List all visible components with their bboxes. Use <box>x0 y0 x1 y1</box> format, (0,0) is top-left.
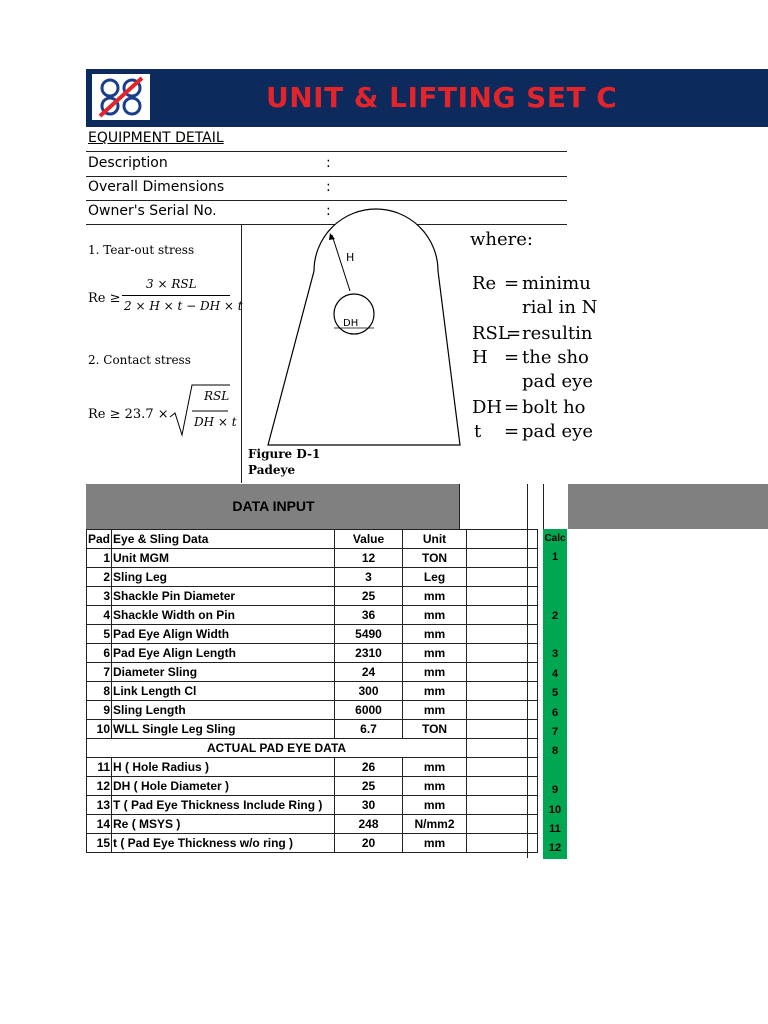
row-desc: H ( Hole Radius ) <box>112 758 335 777</box>
row-desc: WLL Single Leg Sling <box>112 720 335 739</box>
table-row <box>87 549 538 568</box>
equipment-row-description[interactable] <box>86 152 567 177</box>
header-value: Value <box>335 530 403 549</box>
row-value[interactable]: 25 <box>335 777 403 796</box>
contact-title: 2. Contact stress <box>88 353 191 367</box>
row-no: 12 <box>87 777 112 796</box>
equipment-separator: : <box>326 155 331 171</box>
tearout-denominator: 2 × H × t − DH × t <box>124 299 243 313</box>
table-row <box>87 777 538 796</box>
row-value[interactable]: 248 <box>335 815 403 834</box>
def-text: pad eye <box>522 421 593 442</box>
row-desc: Pad Eye Align Width <box>112 625 335 644</box>
row-value[interactable]: 36 <box>335 606 403 625</box>
table-row <box>87 701 538 720</box>
row-no: 11 <box>87 758 112 777</box>
row-desc: Re ( MSYS ) <box>112 815 335 834</box>
table-subheader-row <box>87 739 538 758</box>
calc-step-number <box>543 762 567 781</box>
table-row <box>87 644 538 663</box>
empty-cell <box>467 815 538 834</box>
row-value[interactable]: 6000 <box>335 701 403 720</box>
table-header-row <box>87 530 538 549</box>
empty-cell <box>467 663 538 682</box>
empty-cell <box>467 701 538 720</box>
calc-step-number: 4 <box>543 665 567 684</box>
header-desc: Eye & Sling Data <box>112 530 335 549</box>
row-no: 13 <box>87 796 112 815</box>
equipment-separator: : <box>326 179 331 195</box>
calc-step-number: 1 <box>543 548 567 567</box>
table-row <box>87 606 538 625</box>
calc-header-gap <box>543 484 568 529</box>
row-no: 4 <box>87 606 112 625</box>
empty-cell <box>467 587 538 606</box>
row-unit: mm <box>403 606 467 625</box>
empty-cell <box>467 644 538 663</box>
row-no: 1 <box>87 549 112 568</box>
calc-step-number: 7 <box>543 723 567 742</box>
contact-lhs: Re ≥ 23.7 × <box>88 407 169 422</box>
fraction-bar <box>122 295 230 296</box>
row-value[interactable]: 300 <box>335 682 403 701</box>
row-no: 7 <box>87 663 112 682</box>
row-desc: t ( Pad Eye Thickness w/o ring ) <box>112 834 335 853</box>
table-subheader: ACTUAL PAD EYE DATA <box>87 739 467 758</box>
def-symbol: t <box>474 421 482 442</box>
where-label: where: <box>470 229 533 250</box>
row-desc: T ( Pad Eye Thickness Include Ring ) <box>112 796 335 815</box>
row-desc: Sling Leg <box>112 568 335 587</box>
def-eq: = <box>504 421 520 442</box>
def-text: minimu <box>522 273 591 294</box>
table-row <box>87 758 538 777</box>
row-desc: Sling Length <box>112 701 335 720</box>
figure-caption-2: Padeye <box>248 463 296 477</box>
calc-step-number: 6 <box>543 704 567 723</box>
tearout-numerator: 3 × RSL <box>146 277 197 291</box>
row-value[interactable]: 20 <box>335 834 403 853</box>
company-logo <box>90 72 152 122</box>
empty-cell <box>467 796 538 815</box>
calc-step-number: 8 <box>543 742 567 761</box>
empty-cell <box>467 606 538 625</box>
tearout-lhs: Re ≥ <box>88 291 121 306</box>
calc-step-number <box>543 626 567 645</box>
calc-step-number: 11 <box>543 820 567 839</box>
formula-figure-area <box>86 225 598 483</box>
equipment-section-title: EQUIPMENT DETAIL <box>88 130 224 146</box>
def-text: rial in N <box>522 297 598 318</box>
row-unit: mm <box>403 701 467 720</box>
row-unit: TON <box>403 549 467 568</box>
row-unit: mm <box>403 682 467 701</box>
row-value[interactable]: 30 <box>335 796 403 815</box>
data-input-table <box>86 529 538 853</box>
empty-cell <box>467 568 538 587</box>
equipment-label: Owner's Serial No. <box>88 203 217 219</box>
table-row <box>87 720 538 739</box>
row-value[interactable]: 25 <box>335 587 403 606</box>
table-row <box>87 834 538 853</box>
row-unit: TON <box>403 720 467 739</box>
def-text: pad eye <box>522 371 593 392</box>
row-unit: mm <box>403 834 467 853</box>
row-value[interactable]: 6.7 <box>335 720 403 739</box>
row-desc: Diameter Sling <box>112 663 335 682</box>
calc-step-number: 5 <box>543 684 567 703</box>
empty-cell <box>467 739 538 758</box>
row-value[interactable]: 12 <box>335 549 403 568</box>
def-symbol: H <box>472 347 488 368</box>
empty-cell <box>467 549 538 568</box>
def-eq: = <box>506 323 522 344</box>
def-symbol: DH <box>472 397 503 418</box>
row-no: 9 <box>87 701 112 720</box>
contact-denominator: DH × t <box>194 415 237 429</box>
row-unit: mm <box>403 625 467 644</box>
calc-step-number <box>543 568 567 587</box>
empty-cell <box>467 625 538 644</box>
def-eq: = <box>504 347 520 368</box>
row-no: 14 <box>87 815 112 834</box>
table-row <box>87 587 538 606</box>
row-desc: Shackle Pin Diameter <box>112 587 335 606</box>
row-unit: mm <box>403 644 467 663</box>
calc-step-number: 2 <box>543 607 567 626</box>
row-no: 8 <box>87 682 112 701</box>
row-unit: Leg <box>403 568 467 587</box>
table-row <box>87 796 538 815</box>
contact-numerator: RSL <box>204 389 230 403</box>
def-symbol: RSL <box>472 323 510 344</box>
figure-caption-1: Figure D-1 <box>248 447 321 461</box>
equipment-section-title-row <box>86 127 567 152</box>
data-input-header <box>86 484 459 529</box>
calc-step-number: 10 <box>543 801 567 820</box>
row-unit: mm <box>403 663 467 682</box>
row-no: 3 <box>87 587 112 606</box>
page-title: UNIT & LIFTING SET C <box>266 81 618 114</box>
empty-cell <box>467 758 538 777</box>
calc-step-number <box>543 587 567 606</box>
calc-step-number: 3 <box>543 645 567 664</box>
divider <box>459 484 460 529</box>
empty-cell <box>467 720 538 739</box>
def-eq: = <box>504 397 520 418</box>
row-no: 2 <box>87 568 112 587</box>
row-no: 6 <box>87 644 112 663</box>
row-no: 15 <box>87 834 112 853</box>
row-desc: Unit MGM <box>112 549 335 568</box>
def-text: resultin <box>522 323 593 344</box>
header-unit: Unit <box>403 530 467 549</box>
calc-step-number: 9 <box>543 781 567 800</box>
row-unit: mm <box>403 758 467 777</box>
def-text: the sho <box>522 347 589 368</box>
calc-column-cells <box>543 529 567 859</box>
empty-cell <box>467 530 538 549</box>
row-no: 10 <box>87 720 112 739</box>
equipment-separator: : <box>326 203 331 219</box>
empty-cell <box>467 777 538 796</box>
row-value[interactable]: 2310 <box>335 644 403 663</box>
document-body <box>86 127 598 860</box>
equipment-label: Overall Dimensions <box>88 179 225 195</box>
equipment-row-dimensions[interactable] <box>86 176 567 201</box>
table-row <box>87 815 538 834</box>
equipment-row-serial[interactable] <box>86 200 567 225</box>
def-text: bolt ho <box>522 397 586 418</box>
row-unit: mm <box>403 796 467 815</box>
header-no: Pad <box>87 530 112 549</box>
row-value[interactable]: 26 <box>335 758 403 777</box>
data-input-title: DATA INPUT <box>232 498 315 514</box>
row-desc: Pad Eye Align Length <box>112 644 335 663</box>
header-bar <box>86 69 768 127</box>
figure-label-h: H <box>346 251 355 264</box>
row-desc: DH ( Hole Diameter ) <box>112 777 335 796</box>
row-unit: mm <box>403 587 467 606</box>
def-symbol: Re <box>472 273 497 294</box>
row-unit: mm <box>403 777 467 796</box>
row-unit: N/mm2 <box>403 815 467 834</box>
right-grey-header <box>567 484 768 529</box>
empty-cell <box>467 682 538 701</box>
row-value[interactable]: 5490 <box>335 625 403 644</box>
table-row <box>87 663 538 682</box>
tearout-title: 1. Tear-out stress <box>88 243 195 257</box>
table-row <box>87 682 538 701</box>
row-no: 5 <box>87 625 112 644</box>
row-value[interactable]: 3 <box>335 568 403 587</box>
def-eq: = <box>504 273 520 294</box>
row-desc: Shackle Width on Pin <box>112 606 335 625</box>
empty-cell <box>467 834 538 853</box>
table-row <box>87 625 538 644</box>
row-value[interactable]: 24 <box>335 663 403 682</box>
row-desc: Link Length Cl <box>112 682 335 701</box>
figure-label-dh: DH <box>343 318 359 329</box>
equipment-label: Description <box>88 155 168 171</box>
calc-header: Calc <box>543 529 567 548</box>
table-row <box>87 568 538 587</box>
calc-step-number: 12 <box>543 839 567 858</box>
